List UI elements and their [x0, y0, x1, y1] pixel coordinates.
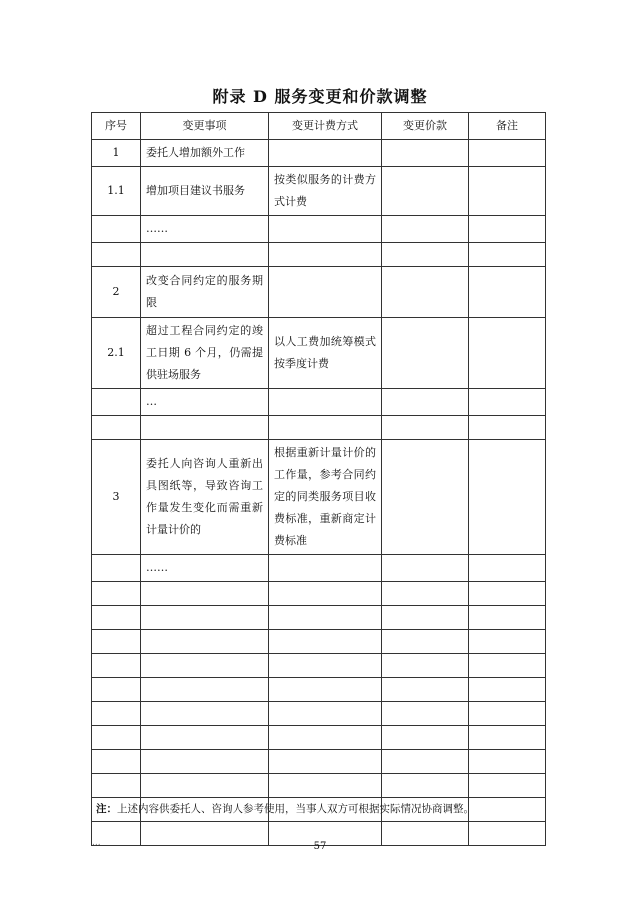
row-remark	[469, 726, 546, 750]
table-row	[92, 582, 546, 606]
row-item	[141, 630, 269, 654]
row-remark	[469, 750, 546, 774]
row-method	[269, 267, 382, 318]
row-method: 根据重新计量计价的工作量，参考合同约定的同类服务项目收费标准，重新商定计费标准	[269, 440, 382, 555]
row-no	[92, 582, 141, 606]
row-method	[269, 750, 382, 774]
header-method: 变更计费方式	[269, 113, 382, 140]
row-no	[92, 702, 141, 726]
row-item: 超过工程合同约定的竣工日期 6 个月，仍需提供驻场服务	[141, 318, 269, 389]
table-row	[92, 416, 546, 440]
row-method	[269, 702, 382, 726]
row-no: 1	[92, 140, 141, 167]
row-item: 委托人增加额外工作	[141, 140, 269, 167]
row-price	[382, 726, 469, 750]
row-price	[382, 167, 469, 216]
row-item	[141, 654, 269, 678]
row-no: 2.1	[92, 318, 141, 389]
row-remark	[469, 774, 546, 798]
row-method	[269, 389, 382, 416]
row-item: ……	[141, 216, 269, 243]
table-header-row	[92, 113, 546, 140]
row-remark	[469, 582, 546, 606]
note-text: 上述内容供委托人、咨询人参考使用，当事人双方可根据实际情况协商调整。	[117, 803, 474, 815]
table-row	[92, 140, 546, 167]
row-no	[92, 678, 141, 702]
row-remark	[469, 555, 546, 582]
row-method	[269, 582, 382, 606]
row-remark	[469, 267, 546, 318]
table-row	[92, 774, 546, 798]
row-price	[382, 318, 469, 389]
row-remark	[469, 654, 546, 678]
row-remark	[469, 243, 546, 267]
table-row	[92, 702, 546, 726]
table-row	[92, 606, 546, 630]
table-row	[92, 267, 546, 318]
row-remark	[469, 167, 546, 216]
row-no	[92, 389, 141, 416]
row-method	[269, 216, 382, 243]
row-no	[92, 416, 141, 440]
table-row	[92, 440, 546, 555]
table-row	[92, 555, 546, 582]
row-price	[382, 440, 469, 555]
row-item: 改变合同约定的服务期限	[141, 267, 269, 318]
row-method	[269, 654, 382, 678]
row-remark	[469, 389, 546, 416]
row-item: …	[141, 389, 269, 416]
footer-mark: ...	[92, 838, 101, 848]
row-item	[141, 726, 269, 750]
row-price	[382, 630, 469, 654]
row-remark	[469, 702, 546, 726]
row-method	[269, 243, 382, 267]
row-price	[382, 389, 469, 416]
row-method	[269, 678, 382, 702]
row-item	[141, 678, 269, 702]
table-row	[92, 243, 546, 267]
row-no	[92, 606, 141, 630]
row-price	[382, 678, 469, 702]
row-price	[382, 216, 469, 243]
row-item	[141, 774, 269, 798]
row-remark	[469, 678, 546, 702]
row-price	[382, 606, 469, 630]
table-note	[96, 801, 474, 816]
row-remark	[469, 798, 546, 822]
row-remark	[469, 140, 546, 167]
table-row	[92, 630, 546, 654]
row-no: 2	[92, 267, 141, 318]
row-method: 以人工费加统筹模式按季度计费	[269, 318, 382, 389]
row-price	[382, 654, 469, 678]
row-price	[382, 582, 469, 606]
row-no	[92, 243, 141, 267]
row-remark	[469, 440, 546, 555]
row-no	[92, 654, 141, 678]
row-item	[141, 582, 269, 606]
row-method	[269, 416, 382, 440]
row-method	[269, 606, 382, 630]
header-no: 序号	[92, 113, 141, 140]
row-price	[382, 750, 469, 774]
change-table	[91, 112, 546, 846]
row-item: 委托人向咨询人重新出具图纸等，导致咨询工作量发生变化而需重新计量计价的	[141, 440, 269, 555]
row-remark	[469, 630, 546, 654]
header-price: 变更价款	[382, 113, 469, 140]
row-method	[269, 726, 382, 750]
row-method: 按类似服务的计费方式计费	[269, 167, 382, 216]
page-number: 57	[313, 841, 327, 852]
header-remark: 备注	[469, 113, 546, 140]
row-method	[269, 774, 382, 798]
appendix-title: 附录 D 服务变更和价款调整	[212, 87, 428, 106]
row-method	[269, 555, 382, 582]
row-price	[382, 555, 469, 582]
table-row	[92, 654, 546, 678]
row-price	[382, 140, 469, 167]
row-item	[141, 702, 269, 726]
table-row	[92, 678, 546, 702]
row-remark	[469, 416, 546, 440]
row-no	[92, 216, 141, 243]
header-item: 变更事项	[141, 113, 269, 140]
row-method	[269, 630, 382, 654]
row-no	[92, 630, 141, 654]
table-row	[92, 726, 546, 750]
row-item: 增加项目建议书服务	[141, 167, 269, 216]
row-no: 3	[92, 440, 141, 555]
table-row	[92, 216, 546, 243]
row-item	[141, 243, 269, 267]
row-item	[141, 606, 269, 630]
row-price	[382, 774, 469, 798]
row-no	[92, 774, 141, 798]
row-method	[269, 140, 382, 167]
table-row	[92, 750, 546, 774]
row-no	[92, 555, 141, 582]
row-no	[92, 750, 141, 774]
row-no	[92, 726, 141, 750]
row-item	[141, 750, 269, 774]
row-price	[382, 416, 469, 440]
note-label: 注：	[96, 803, 117, 815]
table-row	[92, 318, 546, 389]
row-no: 1.1	[92, 167, 141, 216]
table-row	[92, 389, 546, 416]
row-price	[382, 267, 469, 318]
table-row	[92, 167, 546, 216]
row-price	[382, 243, 469, 267]
row-item	[141, 416, 269, 440]
row-item: ……	[141, 555, 269, 582]
row-price	[382, 702, 469, 726]
row-remark	[469, 606, 546, 630]
row-remark	[469, 318, 546, 389]
row-remark	[469, 216, 546, 243]
